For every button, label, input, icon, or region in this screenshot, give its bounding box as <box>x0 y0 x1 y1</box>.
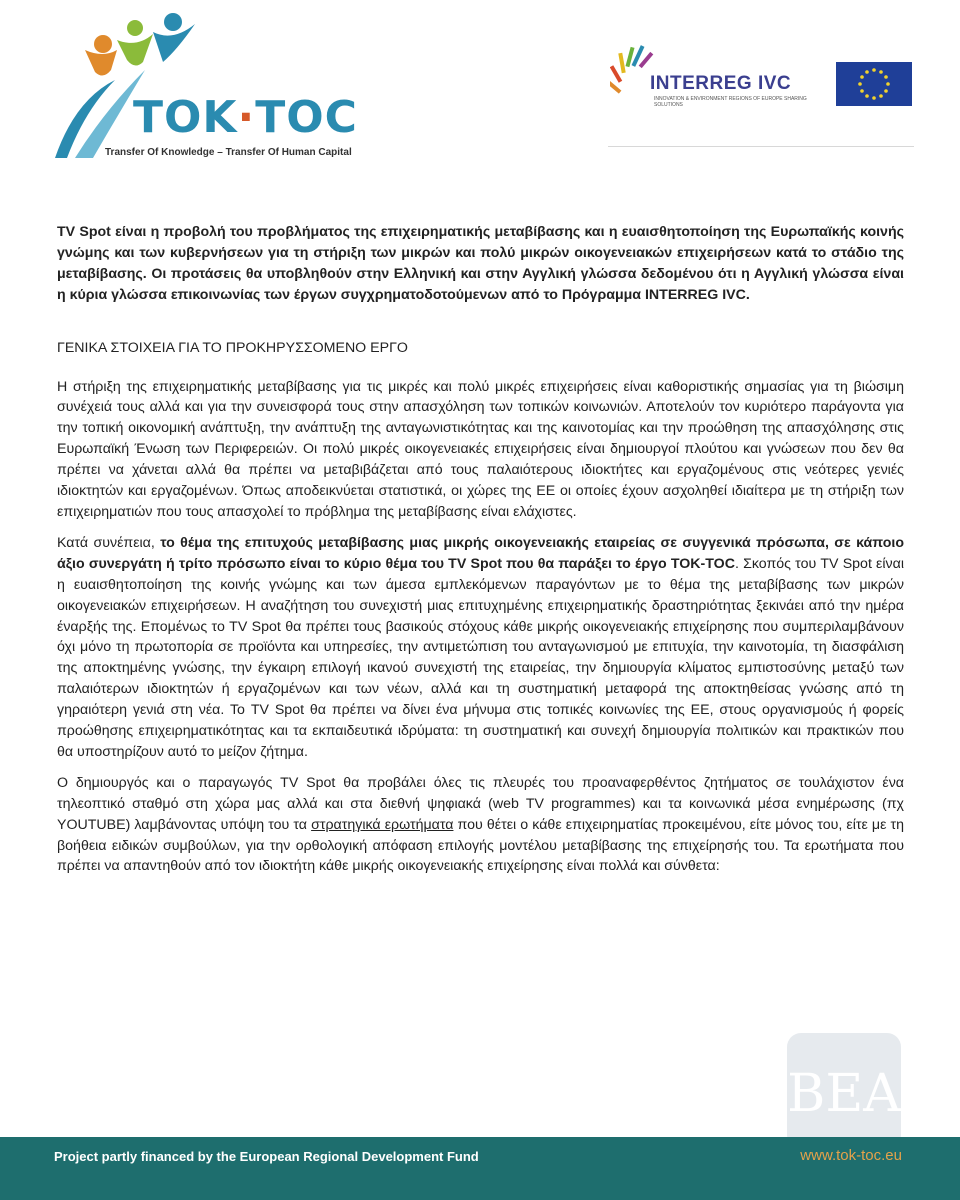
section-title: ΓΕΝΙΚΑ ΣΤΟΙΧΕΙΑ ΓΙΑ ΤΟ ΠΡΟΚΗΡΥΣΣΟΜΕΝΟ ΕΡΓΟ <box>57 339 408 356</box>
strategic-questions-term: στρατηγικά ερωτήματα <box>311 816 454 833</box>
website-link[interactable]: www.tok-toc.eu <box>800 1147 902 1164</box>
page-header <box>0 0 960 170</box>
document-body <box>57 222 904 887</box>
page-footer <box>0 1137 960 1200</box>
paragraph-general: Η στήριξη της επιχειρηματικής μεταβίβασης για τις μικρές και πολύ μικρές επιχειρήσεις είναι καθοριστικής σημασίας για τη βιώσιμη συνέχειά τους αλλά και για την συνεισφορά τους στην απασχόληση των τοπικών κοινωνιών. Αποτελούν τον κυριότερο παράγοντα για την τοπική οικονομική ανάπτυξη, την ανάπτυξη της ανταγωνιστικότητας και της καινοτομίας και την προώθηση της απασχόλησης στις Ευρωπαϊκή Ένωση των Περιφερειών. Οι πολύ μικρές οικογενειακές επιχειρήσεις είναι δημιουργοί πλούτου και γνώσεων που δεν θα πρέπει να χάνεται αλλά θα πρέπει να μεταβιβάζεται από τους παλαιότερους ιδιοκτήτες και εργαζομένους στις νεότερες γενιές ιδιοκτητών και εργαζομένων. Όπως αποδεικνύεται στατιστικά, οι χώρες της ΕΕ οι οποίες έχουν ασχοληθεί ιδιαίτερα με τη στήριξη των επιχειρηματιών που τους απασχολεί το πρόβλημα της μεταβίβασης είναι ελάχιστες. <box>57 378 904 520</box>
intro-paragraph: TV Spot είναι η προβολή του προβλήματος της επιχειρηματικής μεταβίβασης και η ευαισθητοποίηση της Ευρωπαϊκής κοινής γνώμης και των κυβερνήσεων για τη στήριξη των μικρών και πολύ μικρών οικογενειακών επιχειρήσεων κατά το στάδιο της μεταβίβασης. Οι προτάσεις θα υποβληθούν στην Ελληνική και στην Αγγλική γλώσσα δεδομένου ότι η Αγγλική γλώσσα είναι η κύρια γλώσσα επικοινωνίας των έργων συγχρηματοδοτούμενων από το Πρόγραμμα INTERREG IVC. <box>57 224 904 303</box>
logo-tagline: Transfer Of Knowledge – Transfer Of Human Capital <box>105 147 352 158</box>
interreg-logo <box>610 45 815 107</box>
interreg-title: INTERREG IVC <box>650 73 792 94</box>
paragraph-rest: που θέτει ο κάθε επιχειρηματίας προκειμένου, είτε μόνος του, είτε με τη βοήθεια ειδικών συμβούλων, για την ορθολογική απόφαση επιλογής μοντέλου μεταβίβασης της επιχείρησής του. Τα ερωτήματα που πρέπει να απαντηθούν από τον ιδιοκτήτη κάθε μικρής οικογενειακής επιχείρησης είναι πολλά και σύνθετα: <box>57 816 905 875</box>
tok-toc-logo <box>45 10 375 160</box>
eu-flag-icon <box>836 62 912 106</box>
interreg-subtitle: INNOVATION & ENVIRONMENT REGIONS OF EUROPE SHARING SOLUTIONS <box>654 96 807 108</box>
paragraph-producer <box>57 773 904 878</box>
tok-toc-wordmark: TOK·TOC <box>133 92 358 143</box>
paragraph-lead: Κατά συνέπεια, <box>57 534 161 551</box>
paragraph-rest: . Σκοπός του TV Spot είναι η ευαισθητοποίηση της κοινής γνώμης και των άμεσα εμπλεκόμενων παραγόντων με το θέμα της μεταβίβασης των μικρών οικογενειακών επιχειρήσεων. Η αναζήτηση του συνεχιστή μιας επιτυχημένης επιχειρηματικής δραστηριότητας ξεκινάει από την ημέρα έναρξής της. Επομένως το TV Spot θα πρέπει τους βασικούς στόχους κάθε μικρής οικογενειακής επιχείρησης που συμπεριλαμβάνουν όχι μόνο τη πρωτοπορία σε προϊόντα και υπηρεσίες, την αντιμετώπιση του ανταγωνισμού με επιτυχία, την καινοτομία, τη διασφάλιση της αποκτημένης γνώσης, την έγκαιρη επιλογή ικανού συνεχιστή της εταιρείας, την δημιουργία κλίματος εμπιστοσύνης μεταξύ των παλαιότερων ιδιοκτητών ή εργαζομένων και των νέων, αλλά και τη συστηματική μεταφορά της αποκτηθείσας γνώσης από τη γηραιότερη γενιά στη νέα. Το TV Spot θα πρέπει να δίνει ένα μήνυμα στις τοπικές κοινωνίες της ΕΕ, στους οργανισμούς ή φορείς προώθησης επιχειρηματικότητας και τα εκπαιδευτικά ιδρύματα: τη συστηματική και συνεχή δημιουργία πολιτικών και πρακτικών που θα υποστηρίζουν αυτό το μείζον ζήτημα. <box>57 555 904 760</box>
paragraph-lead: Ο δημιουργός και ο παραγωγός TV Spot θα προβάλει όλες τις πλευρές του προαναφερθέντος ζητήματος σε τουλάχιστον ένα τηλεοπτικό σταθμό στη χώρα μας αλλά και στα διεθνή ψηφιακά (web TV programmes) και τα κοινωνικά μέσα ενημέρωσης (πχ YOUTUBE) λαμβάνοντας υπόψη του τα <box>57 774 904 833</box>
paragraph-emphasis: το θέμα της επιτυχούς μεταβίβασης μιας μικρής οικογενειακής εταιρείας σε συγγενικά πρόσωπα, σε κάποιο άξιο συνεργάτη ή τρίτο πρόσωπο είναι το κύριο θέμα του TV Spot που θα παράξει το έργο TOK-TOC <box>57 534 904 572</box>
funding-notice: Project partly financed by the European Regional Development Fund <box>54 1149 479 1164</box>
header-divider <box>608 146 914 147</box>
bea-logo-watermark <box>785 1031 903 1151</box>
paragraph-subject <box>57 533 904 763</box>
svg-text:BEA: BEA <box>787 1064 901 1124</box>
